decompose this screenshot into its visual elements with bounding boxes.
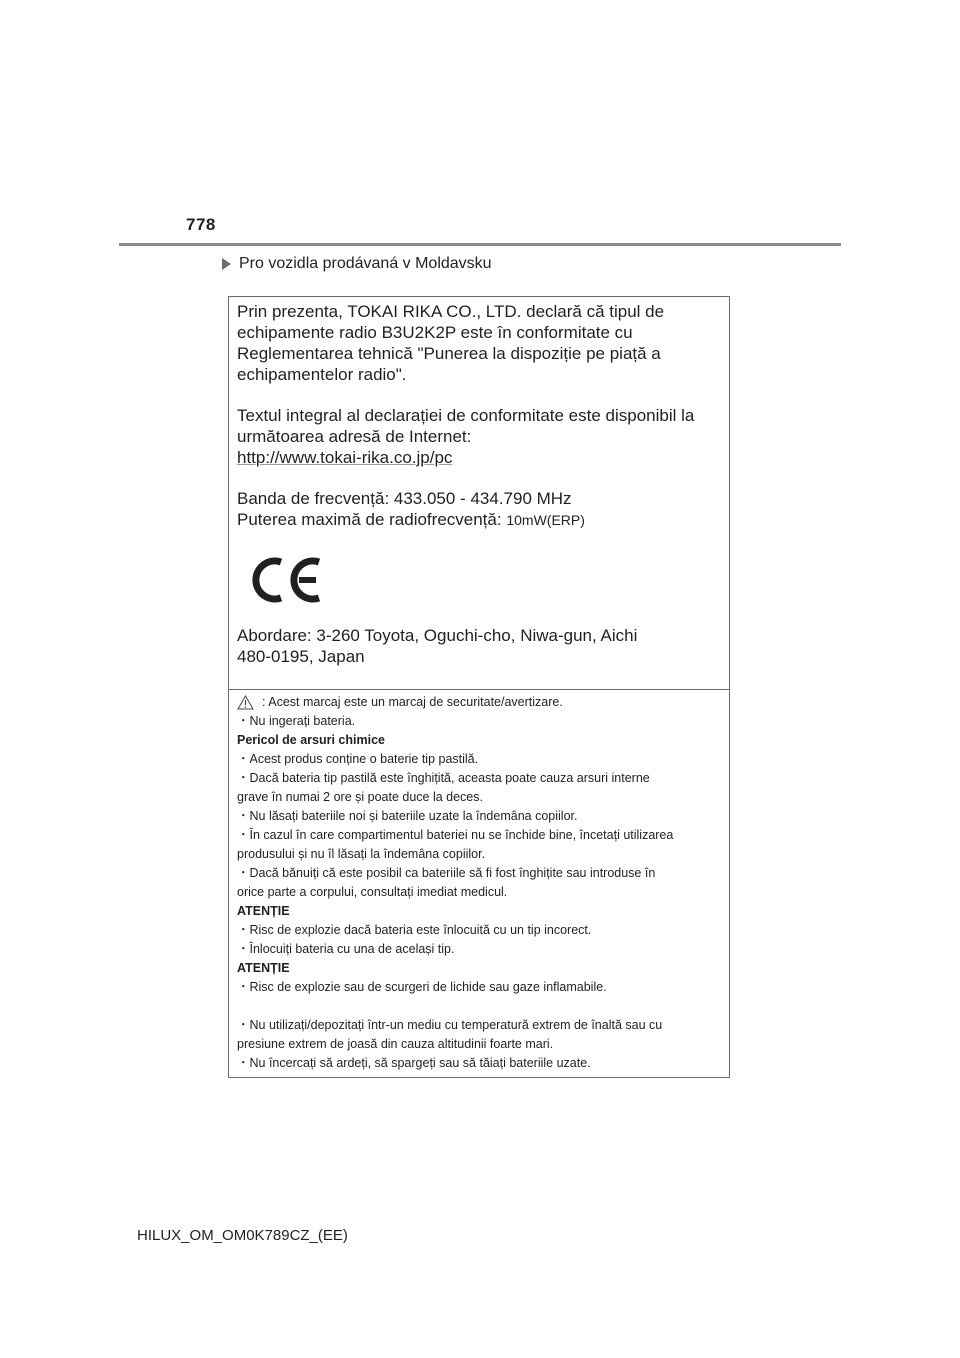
warning-text: : Acest marcaj este un marcaj de securitate/avertizare. xyxy=(262,695,563,709)
safety-heading: ATENȚIE xyxy=(237,904,290,918)
safety-list xyxy=(237,712,717,1073)
regulatory-label-box xyxy=(228,296,730,1078)
safety-line: ・Înlocuiți bateria cu una de același tip. xyxy=(237,942,455,956)
safety-line: ・Risc de explozie dacă bateria este înlocuită cu un tip incorect. xyxy=(237,923,592,937)
safety-line: ・Dacă bănuiți că este posibil ca bateriile să fi fost înghițite sau introduse în xyxy=(237,866,656,880)
safety-line: orice parte a corpului, consultați imediat medicul. xyxy=(237,885,508,899)
declaration-line: Reglementarea tehnică "Punerea la dispoziție pe piață a xyxy=(237,344,661,363)
warning-triangle-icon xyxy=(237,695,254,710)
warning-note xyxy=(237,693,717,712)
declaration-line: echipamente radio B3U2K2P este în conformitate cu xyxy=(237,323,633,342)
triangle-right-icon xyxy=(222,258,231,270)
safety-line: ・În cazul în care compartimentul bateriei nu se închide bine, încetați utilizarea xyxy=(237,828,674,842)
ce-mark-icon xyxy=(251,555,323,605)
max-power-label: Puterea maximă de radiofrecvență: xyxy=(237,510,502,529)
page-number: 778 xyxy=(186,215,216,234)
declaration-line: echipamentelor radio". xyxy=(237,365,407,384)
max-power xyxy=(237,509,705,531)
address-line: 480-0195, Japan xyxy=(237,647,365,666)
max-power-value: 10mW(ERP) xyxy=(506,512,585,528)
safety-heading: Pericol de arsuri chimice xyxy=(237,733,385,747)
declaration-line: Prin prezenta, TOKAI RIKA CO., LTD. declară că tipul de xyxy=(237,302,665,321)
safety-line: ・Nu lăsați bateriile noi și bateriile uzate la îndemâna copiilor. xyxy=(237,809,578,823)
footer-code: HILUX_OM_OM0K789CZ_(EE) xyxy=(137,1227,348,1244)
safety-line: ・Acest produs conține o baterie tip pastilă. xyxy=(237,752,479,766)
battery-safety-section xyxy=(229,690,729,1073)
safety-line: ・Nu ingerați bateria. xyxy=(237,714,356,728)
safety-line: produsului și nu îl lăsați la îndemâna copiilor. xyxy=(237,847,486,861)
safety-line: ・Nu încercați să ardeți, să spargeți sau să tăiați bateriile uzate. xyxy=(237,1056,591,1070)
section-heading-text: Pro vozidla prodávaná v Moldavsku xyxy=(239,255,492,272)
safety-line xyxy=(237,997,717,1016)
safety-line: ・Nu utilizați/depozitați într-un mediu cu temperatură extrem de înaltă sau cu xyxy=(237,1018,663,1032)
safety-line: ・Dacă bateria tip pastilă este înghițită, aceasta poate cauza arsuri interne xyxy=(237,771,650,785)
safety-heading: ATENȚIE xyxy=(237,961,290,975)
declaration-url-link[interactable]: http://www.tokai-rika.co.jp/pc xyxy=(237,448,453,467)
section-heading xyxy=(222,255,492,273)
fulltext-line: următoarea adresă de Internet: xyxy=(237,427,472,446)
fulltext-line: Textul integral al declarației de conformitate este disponibil la xyxy=(237,406,695,425)
safety-line: presiune extrem de joasă din cauza altitudinii foarte mari. xyxy=(237,1037,554,1051)
safety-line: ・Risc de explozie sau de scurgeri de lichide sau gaze inflamabile. xyxy=(237,980,607,994)
frequency-band: Banda de frecvență: 433.050 - 434.790 MHz xyxy=(237,489,572,508)
header-rule xyxy=(119,243,841,246)
declaration-section xyxy=(229,297,729,690)
address-line: Abordare: 3-260 Toyota, Oguchi-cho, Niwa-gun, Aichi xyxy=(237,626,638,645)
safety-line: grave în numai 2 ore și poate duce la deces. xyxy=(237,790,483,804)
